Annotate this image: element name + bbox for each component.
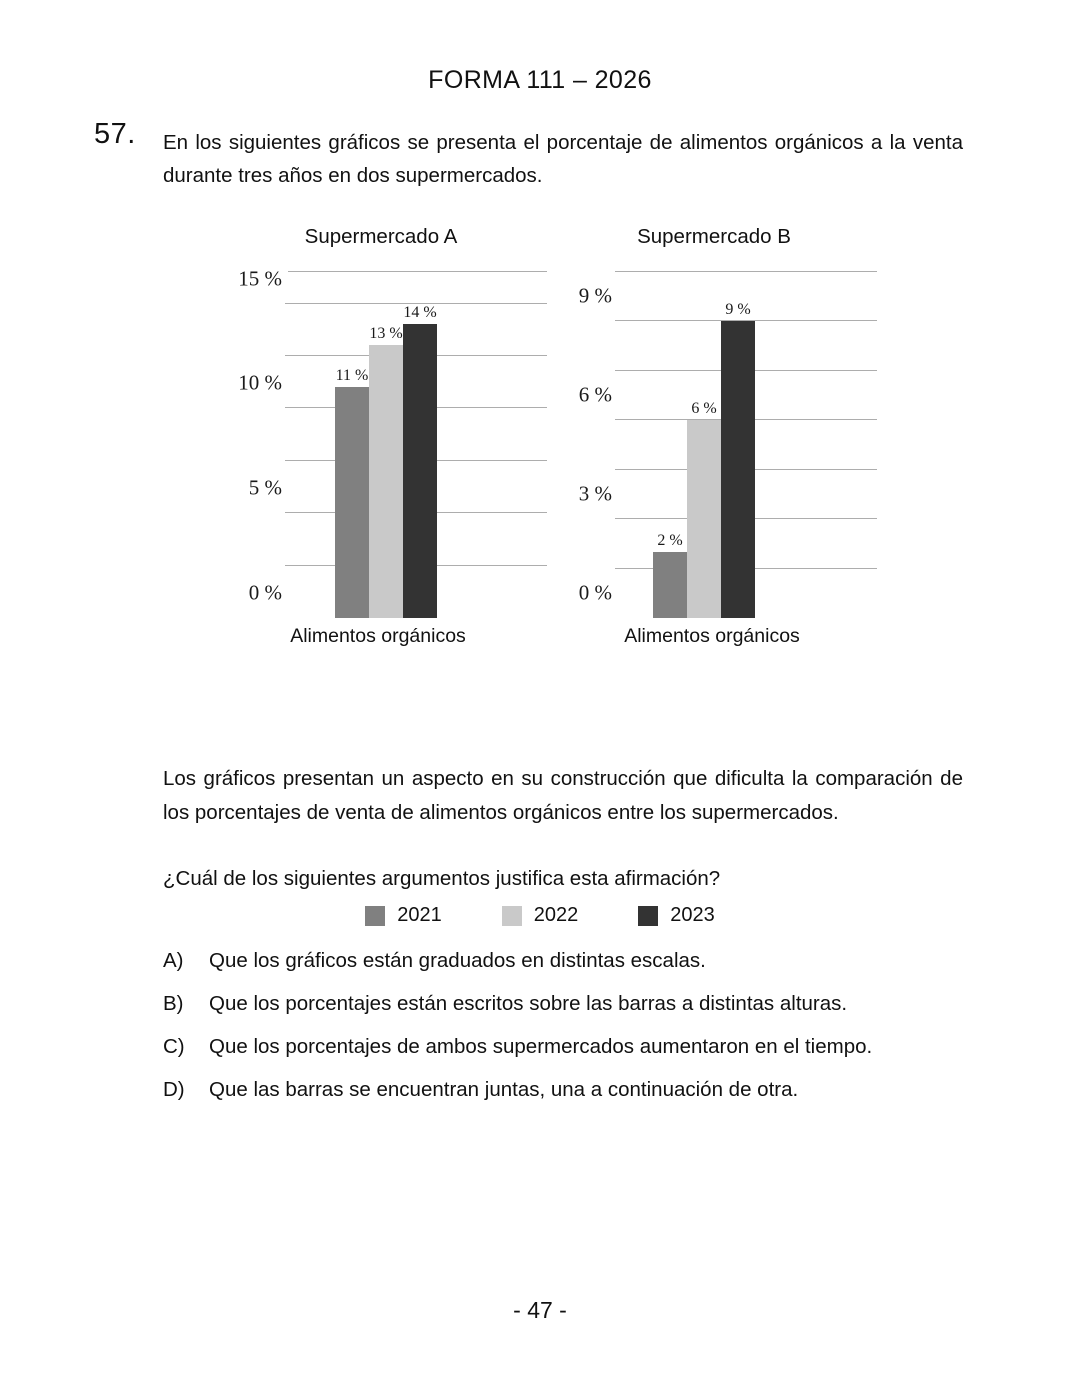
chart-b-ytick-3: 3 % [579,482,618,507]
legend-label-2022: 2022 [533,904,579,926]
legend-item-2021 [365,904,442,927]
chart-b-ytick-6: 6 % [579,383,618,408]
legend-swatch-2023-icon [638,906,658,926]
bar-b-2023 [721,301,755,618]
option-a-text: Que los gráficos están graduados en distintas escalas. [209,949,706,972]
option-b[interactable] [163,989,983,1019]
chart-b-ytick-0: 0 % [579,581,618,606]
gridline-a-15 [285,303,547,304]
question-number: 57. [94,118,136,150]
option-c-letter: C) [163,1035,185,1058]
chart-a-ytick-5: 5 % [249,476,288,501]
bar-a-2022 [369,325,403,618]
chart-b-ytick-9: 9 % [579,284,618,309]
chart-a-ytick-10: 10 % [238,371,288,396]
chart-supermercado-b [515,225,915,665]
chart-b-xlabel: Alimentos orgánicos [624,625,800,647]
bar-a-2021-value: 11 % [335,367,369,385]
chart-b-title: Supermercado B [637,225,791,248]
bar-b-2021-value: 2 % [657,532,683,550]
page-header: FORMA 111 – 2026 [428,66,652,94]
option-a[interactable] [163,946,983,976]
option-d-text: Que las barras se encuentran juntas, una a continuación de otra. [209,1078,799,1101]
bar-a-2023 [403,304,437,618]
gridline-b-10_5 [615,271,877,272]
legend-item-2023 [638,904,715,927]
bar-b-2023-value: 9 % [725,301,751,319]
bar-a-2023-value: 14 % [403,304,437,322]
legend-label-2023: 2023 [670,904,715,926]
chart-a-title: Supermercado A [304,225,458,248]
legend-item-2022 [502,904,579,927]
question-stem: En los siguientes gráficos se presenta el porcentaje de alimentos orgánicos a la venta durante tres años en dos supermercados. [163,131,963,187]
chart-a-ytick-15: 15 % [238,266,288,291]
legend-swatch-2021-icon [365,906,385,926]
answer-options [163,946,983,1118]
gridline-a-16_5 [285,271,547,272]
option-b-letter: B) [163,992,184,1015]
chart-a-ytick-0: 0 % [249,581,288,606]
option-d[interactable] [163,1075,983,1105]
chart-legend [0,904,1080,927]
page-footer: - 47 - [513,1297,567,1323]
question-paragraph-2: ¿Cuál de los siguientes argumentos justifica esta afirmación? [163,867,721,890]
option-c-text: Que los porcentajes de ambos supermercados aumentaron en el tiempo. [209,1035,873,1058]
bar-b-2021 [653,532,687,618]
bar-a-2021 [335,367,369,618]
bar-b-2022 [687,400,721,618]
chart-a-xlabel: Alimentos orgánicos [290,625,466,647]
option-b-text: Que los porcentajes están escritos sobre las barras a distintas alturas. [209,992,848,1015]
legend-swatch-2022-icon [502,906,522,926]
option-c[interactable] [163,1032,983,1062]
legend-label-2021: 2021 [397,904,442,926]
bar-b-2022-value: 6 % [691,400,717,418]
bar-a-2022-value: 13 % [369,325,403,343]
question-paragraph-1: Los gráficos presentan un aspecto en su construcción que dificulta la comparación de los porcentajes de venta de alimentos orgánicos entre los supermercados. [163,767,963,824]
option-a-letter: A) [163,949,184,972]
chart-a-plot-area [238,266,547,618]
chart-b-plot-area [578,272,877,618]
option-d-letter: D) [163,1078,185,1101]
